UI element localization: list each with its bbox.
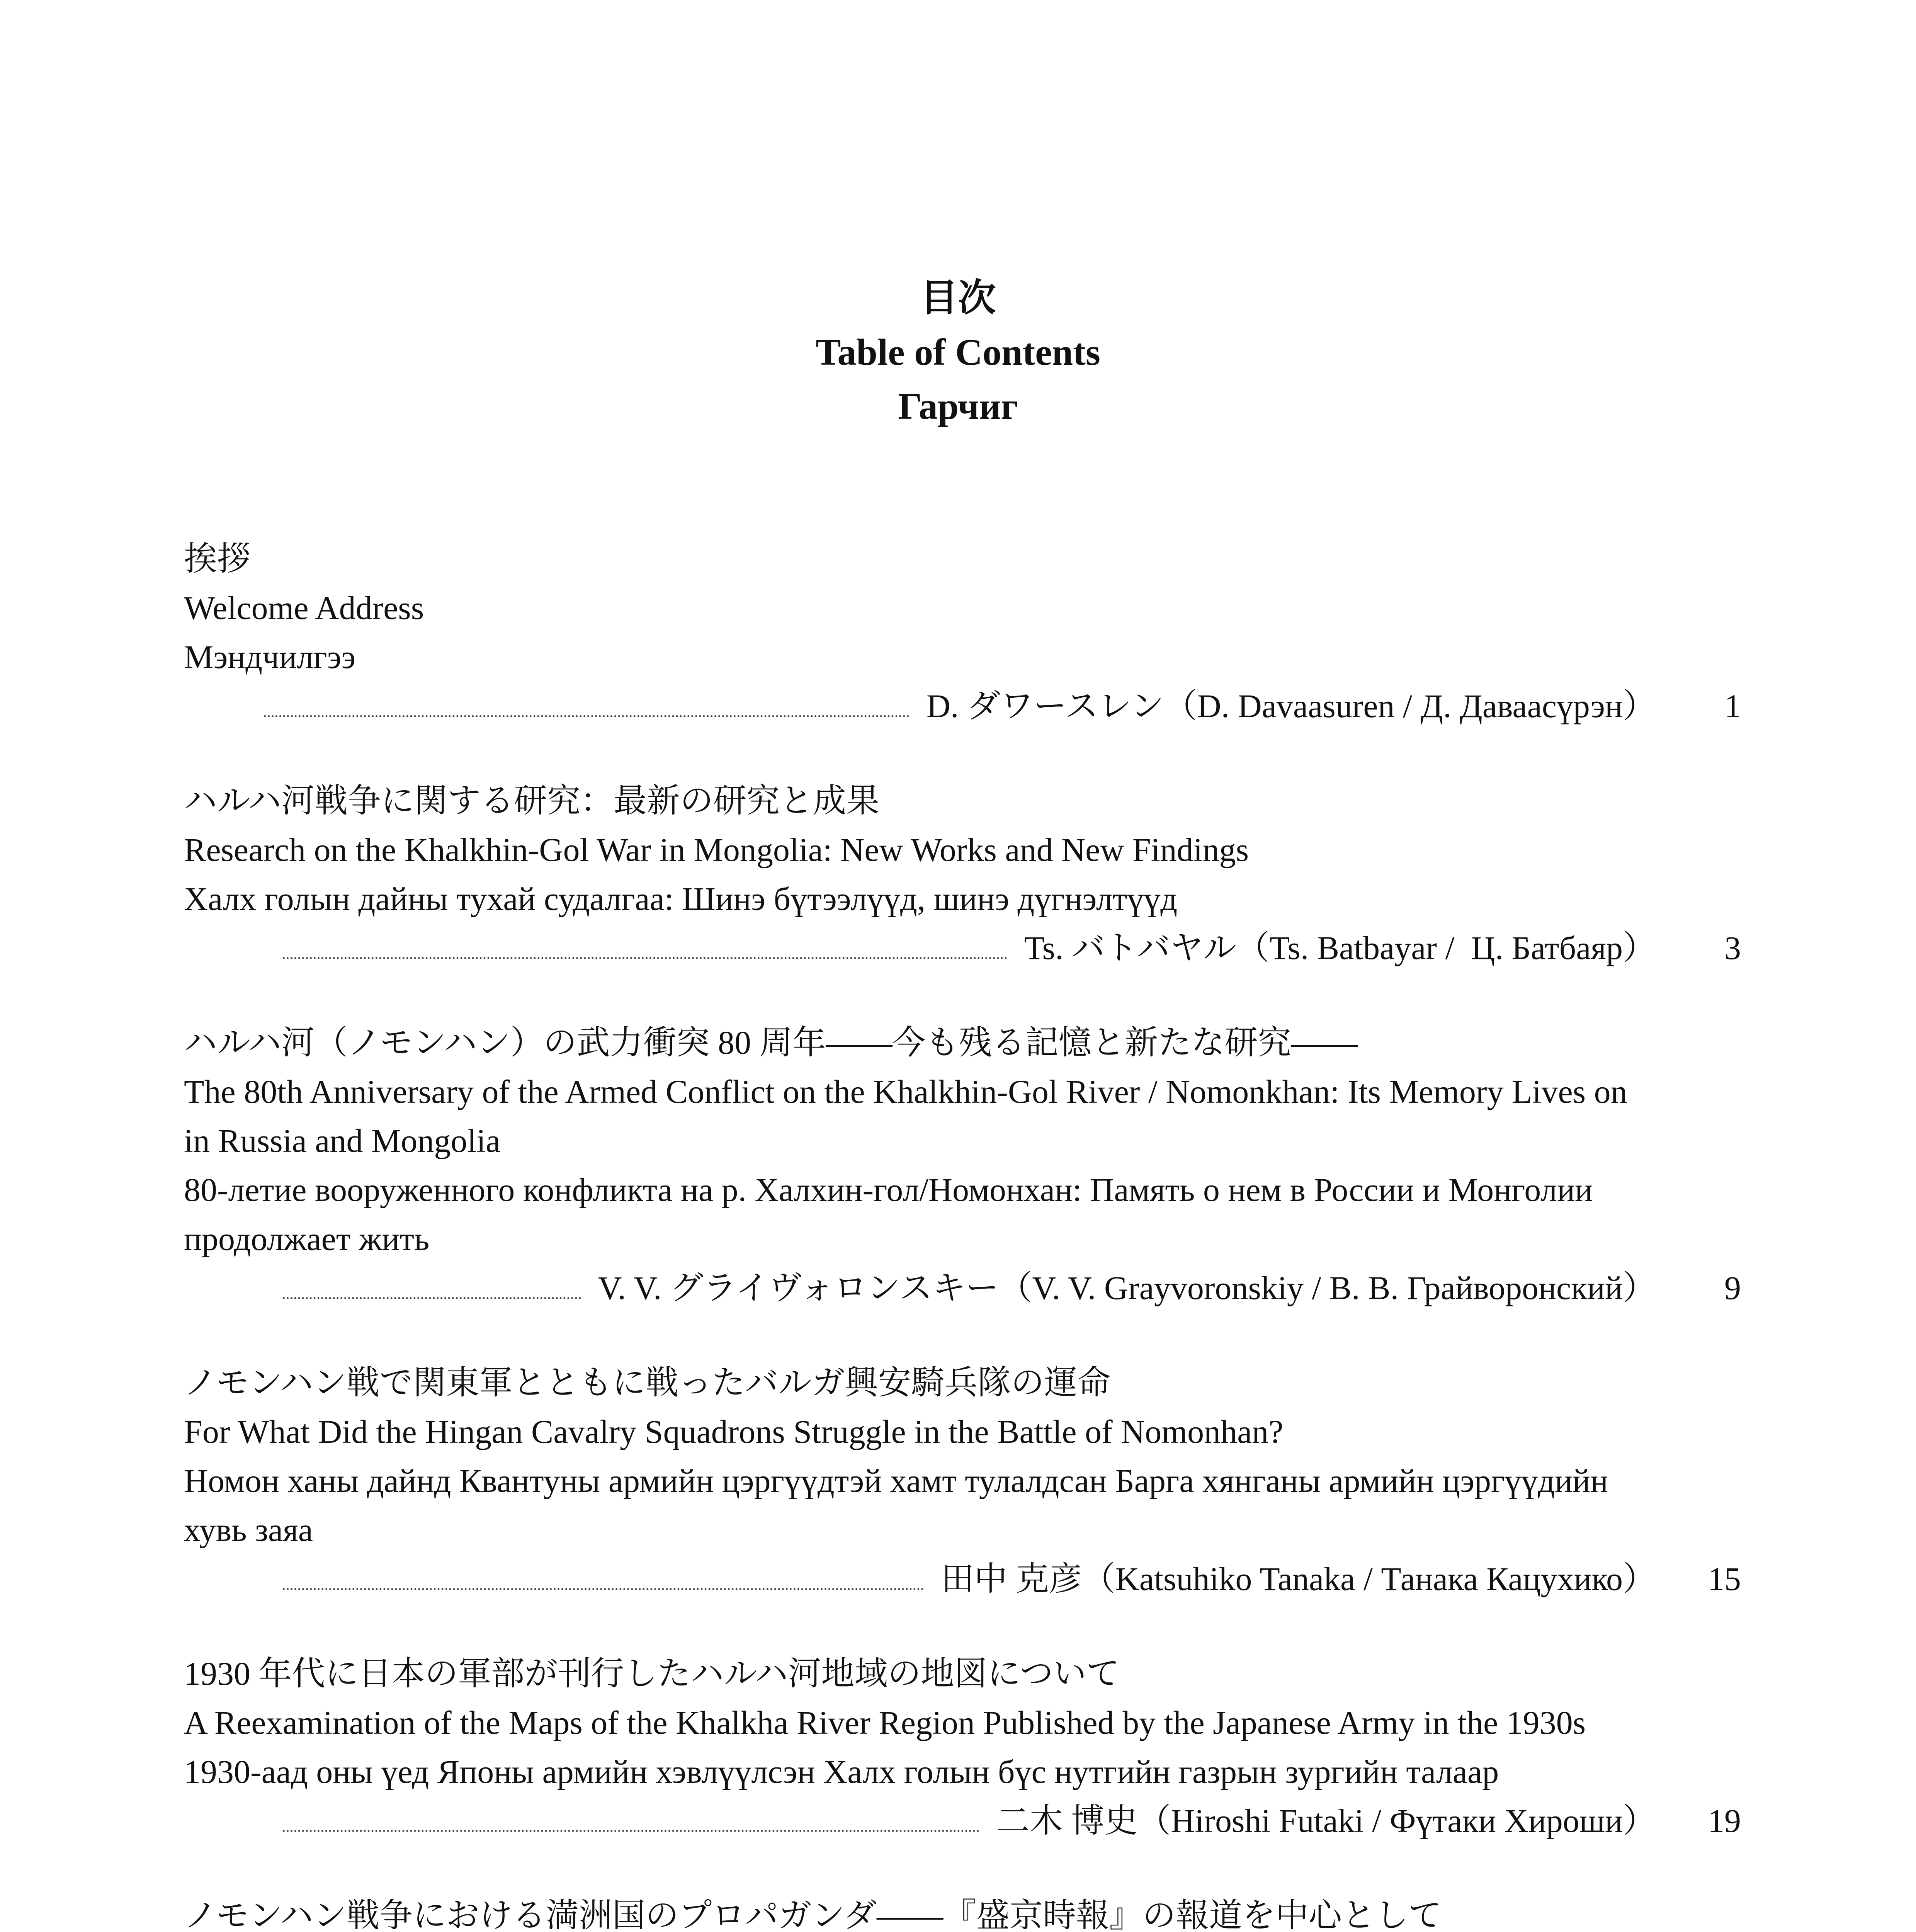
entry-title-en: in Russia and Mongolia: [184, 1122, 501, 1159]
page-number: 19: [1708, 1802, 1741, 1839]
entry-title-en: Research on the Khalkhin-Gol War in Mongolia: New Works and New Findings: [184, 831, 1249, 868]
leader-dots: [283, 1588, 924, 1590]
entry-title-en: A Reexamination of the Maps of the Khalkha River Region Published by the Japanese Army in the 1930s: [184, 1704, 1586, 1741]
entry-author: 二木 博史（Hiroshi Futaki / Фүтаки Хироши）: [996, 1802, 1656, 1839]
leader-dots: [283, 1297, 581, 1299]
leader-dots: [264, 715, 910, 717]
toc-entry: [184, 1358, 1741, 1604]
entry-title-mn: хувь заяа: [184, 1511, 313, 1548]
entry-author: D. ダワースレン（D. Davaasuren / Д. Даваасүрэн）: [926, 687, 1656, 724]
entry-author-line: [184, 1796, 1741, 1845]
entry-author: Ts. バトバヤル（Ts. Batbayar / Ц. Батбаяр）: [1024, 929, 1656, 966]
page-number: 1: [1724, 687, 1741, 724]
entry-title-mn: Халх голын дайны тухай судалгаа: Шинэ бүтээлүүд, шинэ дүгнэлтүүд: [184, 880, 1178, 917]
entry-title-ja: ノモンハン戦で関東軍とともに戦ったバルガ興安騎兵隊の運命: [184, 1364, 1111, 1401]
entry-title-ja: 挨拶: [184, 540, 250, 577]
page-heading: [0, 271, 1916, 434]
table-of-contents: [184, 534, 1741, 1932]
entry-title-ja: ノモンハン戦争における満洲国のプロパガンダ――『盛京時報』の報道を中心として: [184, 1897, 1442, 1932]
entry-author-line: [184, 682, 1741, 731]
entry-author-line: [184, 923, 1741, 973]
entry-title-ru: продолжает жить: [184, 1220, 430, 1257]
entry-title-ja: ハルハ河（ノモンハン）の武力衝突 80 周年――今も残る記憶と新たな研究――: [184, 1024, 1358, 1061]
page-title-en: Table of Contents: [816, 332, 1100, 373]
page-title-ja: 目次: [920, 277, 996, 319]
leader-dots: [283, 957, 1007, 959]
toc-entry: [184, 776, 1741, 973]
entry-title-en: For What Did the Hingan Cavalry Squadrons Struggle in the Battle of Nomonhan?: [184, 1413, 1284, 1450]
entry-author: 田中 克彦（Katsuhiko Tanaka / Танака Кацухико）: [941, 1560, 1656, 1597]
leader-dots: [283, 1830, 979, 1832]
page-number: 9: [1724, 1269, 1741, 1306]
toc-entry: [184, 1891, 1741, 1932]
toc-entry: [184, 1018, 1741, 1313]
page-number: 15: [1708, 1560, 1741, 1597]
entry-title-mn: 1930-аад оны үед Японы армийн хэвлүүлсэн Халх голын бүс нутгийн газрын зургийн талаар: [184, 1753, 1499, 1790]
page-number: 3: [1724, 929, 1741, 966]
entry-author: V. V. グライヴォロンスキー（V. V. Grayvoronskiy / В. В. Грайворонский）: [598, 1269, 1656, 1306]
entry-title-mn: Номон ханы дайнд Квантуны армийн цэргүүдтэй хамт тулалдсан Барга хянганы армийн цэргүүдийн: [184, 1462, 1608, 1499]
entry-title-ru: 80-летие вооруженного конфликта на р. Халхин-гол/Номонхан: Память о нем в России и Монголии: [184, 1171, 1593, 1208]
entry-title-en: Welcome Address: [184, 589, 424, 626]
entry-title-ja: ハルハ河戦争に関する研究：最新の研究と成果: [184, 782, 879, 819]
toc-entry: [184, 1649, 1741, 1845]
entry-title-ja: 1930 年代に日本の軍部が刊行したハルハ河地域の地図について: [184, 1655, 1120, 1692]
entry-title-mn: Мэндчилгээ: [184, 638, 356, 675]
page-title-mn: Гарчиг: [898, 386, 1018, 427]
toc-entry: [184, 534, 1741, 731]
entry-title-en: The 80th Anniversary of the Armed Conflict on the Khalkhin-Gol River / Nomonkhan: Its Memory Lives on: [184, 1073, 1627, 1110]
entry-author-line: [184, 1554, 1741, 1604]
entry-author-line: [184, 1264, 1741, 1313]
